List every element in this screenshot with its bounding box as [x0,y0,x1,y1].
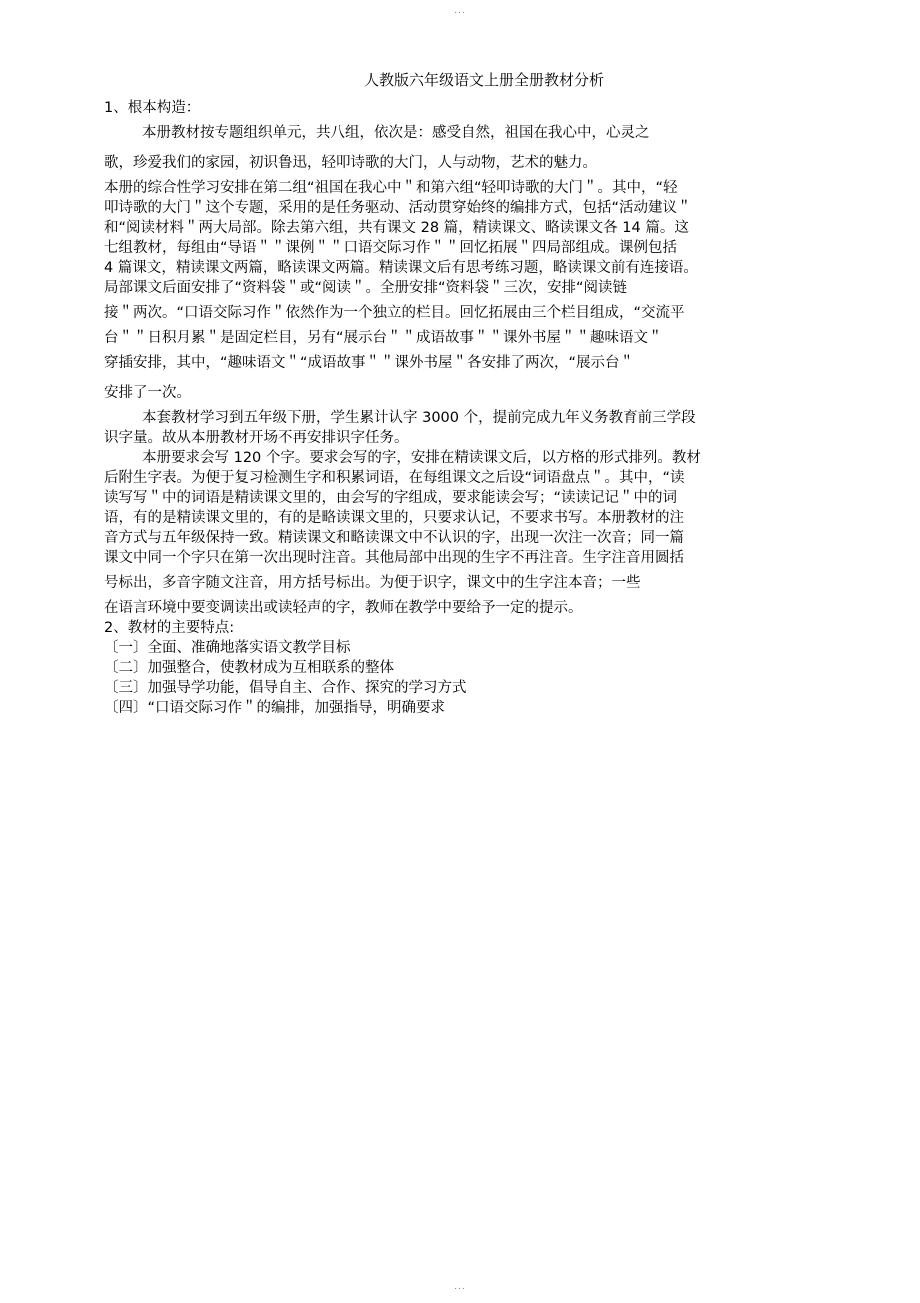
document-body [104,68,864,718]
paragraph-16: 后附生字表。为便于复习检测生字和积累词语，在每组课文之后设“词语盘点＂。其中，“读 [104,470,685,486]
paragraph-2: 歌，珍爱我们的家园，初识鲁迅，轻叩诗歌的大门，人与动物，艺术的魅力。 [104,155,597,171]
paragraph-19: 音方式与五年级保持一致。精读课文和略读课文中不认识的字，出现一次注一次音；同一篇 [104,530,684,546]
paragraph-21: 号标出，多音字随文注音，用方括号标出。为便于识字，课文中的生字注本音；一些 [104,575,641,591]
page-footer-mark: ... [454,1282,466,1292]
section-heading-1: 1、根本构造： [104,100,201,116]
paragraph-8: 局部课文后面安排了“资料袋＂或“阅读＂。全册安排“资料袋＂三次，安排“阅读链 [104,280,628,296]
paragraph-4: 叩诗歌的大门＂这个专题，采用的是任务驱动、活动贯穿始终的编排方式，包括“活动建议＂ [104,200,692,216]
paragraph-17: 读写写＂中的词语是精读课文里的，由会写的字组成，要求能读会写；“读读记记＂中的词 [104,490,678,506]
paragraph-5: 和“阅读材料＂两大局部。除去第六组，共有课文 28 篇，精读课文、略读课文各 14 篇。这 [104,220,689,236]
paragraph-9: 接＂两次。“口语交际习作＂依然作为一个独立的栏目。回忆拓展由三个栏目组成，“交流平 [104,305,685,321]
paragraph-12: 安排了一次。 [104,385,191,401]
feature-item-3: 〔三〕加强导学功能，倡导自主、合作、探究的学习方式 [104,680,467,696]
paragraph-10: 台＂＂日积月累＂是固定栏目，另有“展示台＂＂成语故事＂＂课外书屋＂＂趣味语文＂ [104,330,663,346]
paragraph-6: 七组教材，每组由“导语＂＂课例＂＂口语交际习作＂＂回忆拓展＂四局部组成。课例包括 [104,240,678,256]
paragraph-14: 识字量。故从本册教材开场不再安排识字任务。 [104,430,409,446]
paragraph-20: 课文中同一个字只在第一次出现时注音。其他局部中出现的生字不再注音。生字注音用圆括 [104,550,684,566]
paragraph-18: 语，有的是精读课文里的，有的是略读课文里的，只要求认记，不要求书写。本册教材的注 [104,510,684,526]
page-header-mark: ... [454,6,466,16]
paragraph-13: 本套教材学习到五年级下册，学生累计认字 3000 个，提前完成九年义务教育前三学段 [142,410,696,426]
section-heading-2: 2、教材的主要特点: [104,620,235,636]
paragraph-15: 本册要求会写 120 个字。要求会写的字，安排在精读课文后，以方格的形式排列。教材 [142,450,701,466]
feature-item-2: 〔二〕加强整合，使教材成为互相联系的整体 [104,660,394,676]
paragraph-7: 4 篇课文，精读课文两篇，略读课文两篇。精读课文后有思考练习题，略读课文前有连接语。 [104,260,698,276]
paragraph-3: 本册的综合性学习安排在第二组“祖国在我心中＂和第六组“轻叩诗歌的大门＂。其中，“轻 [104,180,678,196]
paragraph-11: 穿插安排，其中，“趣味语文＂“成语故事＂＂课外书屋＂各安排了两次，“展示台＂ [104,355,635,371]
feature-item-4: 〔四〕“口语交际习作＂的编排，加强指导，明确要求 [104,700,446,716]
page-title: 人教版六年级语文上册全册教材分析 [363,71,604,89]
paragraph-22: 在语言环境中要变调读出或读轻声的字，教师在教学中要给予一定的提示。 [104,600,583,616]
paragraph-1: 本册教材按专题组织单元，共八组，依次是：感受自然，祖国在我心中，心灵之 [142,125,650,141]
feature-item-1: 〔一〕全面、准确地落实语文教学目标 [104,640,351,656]
